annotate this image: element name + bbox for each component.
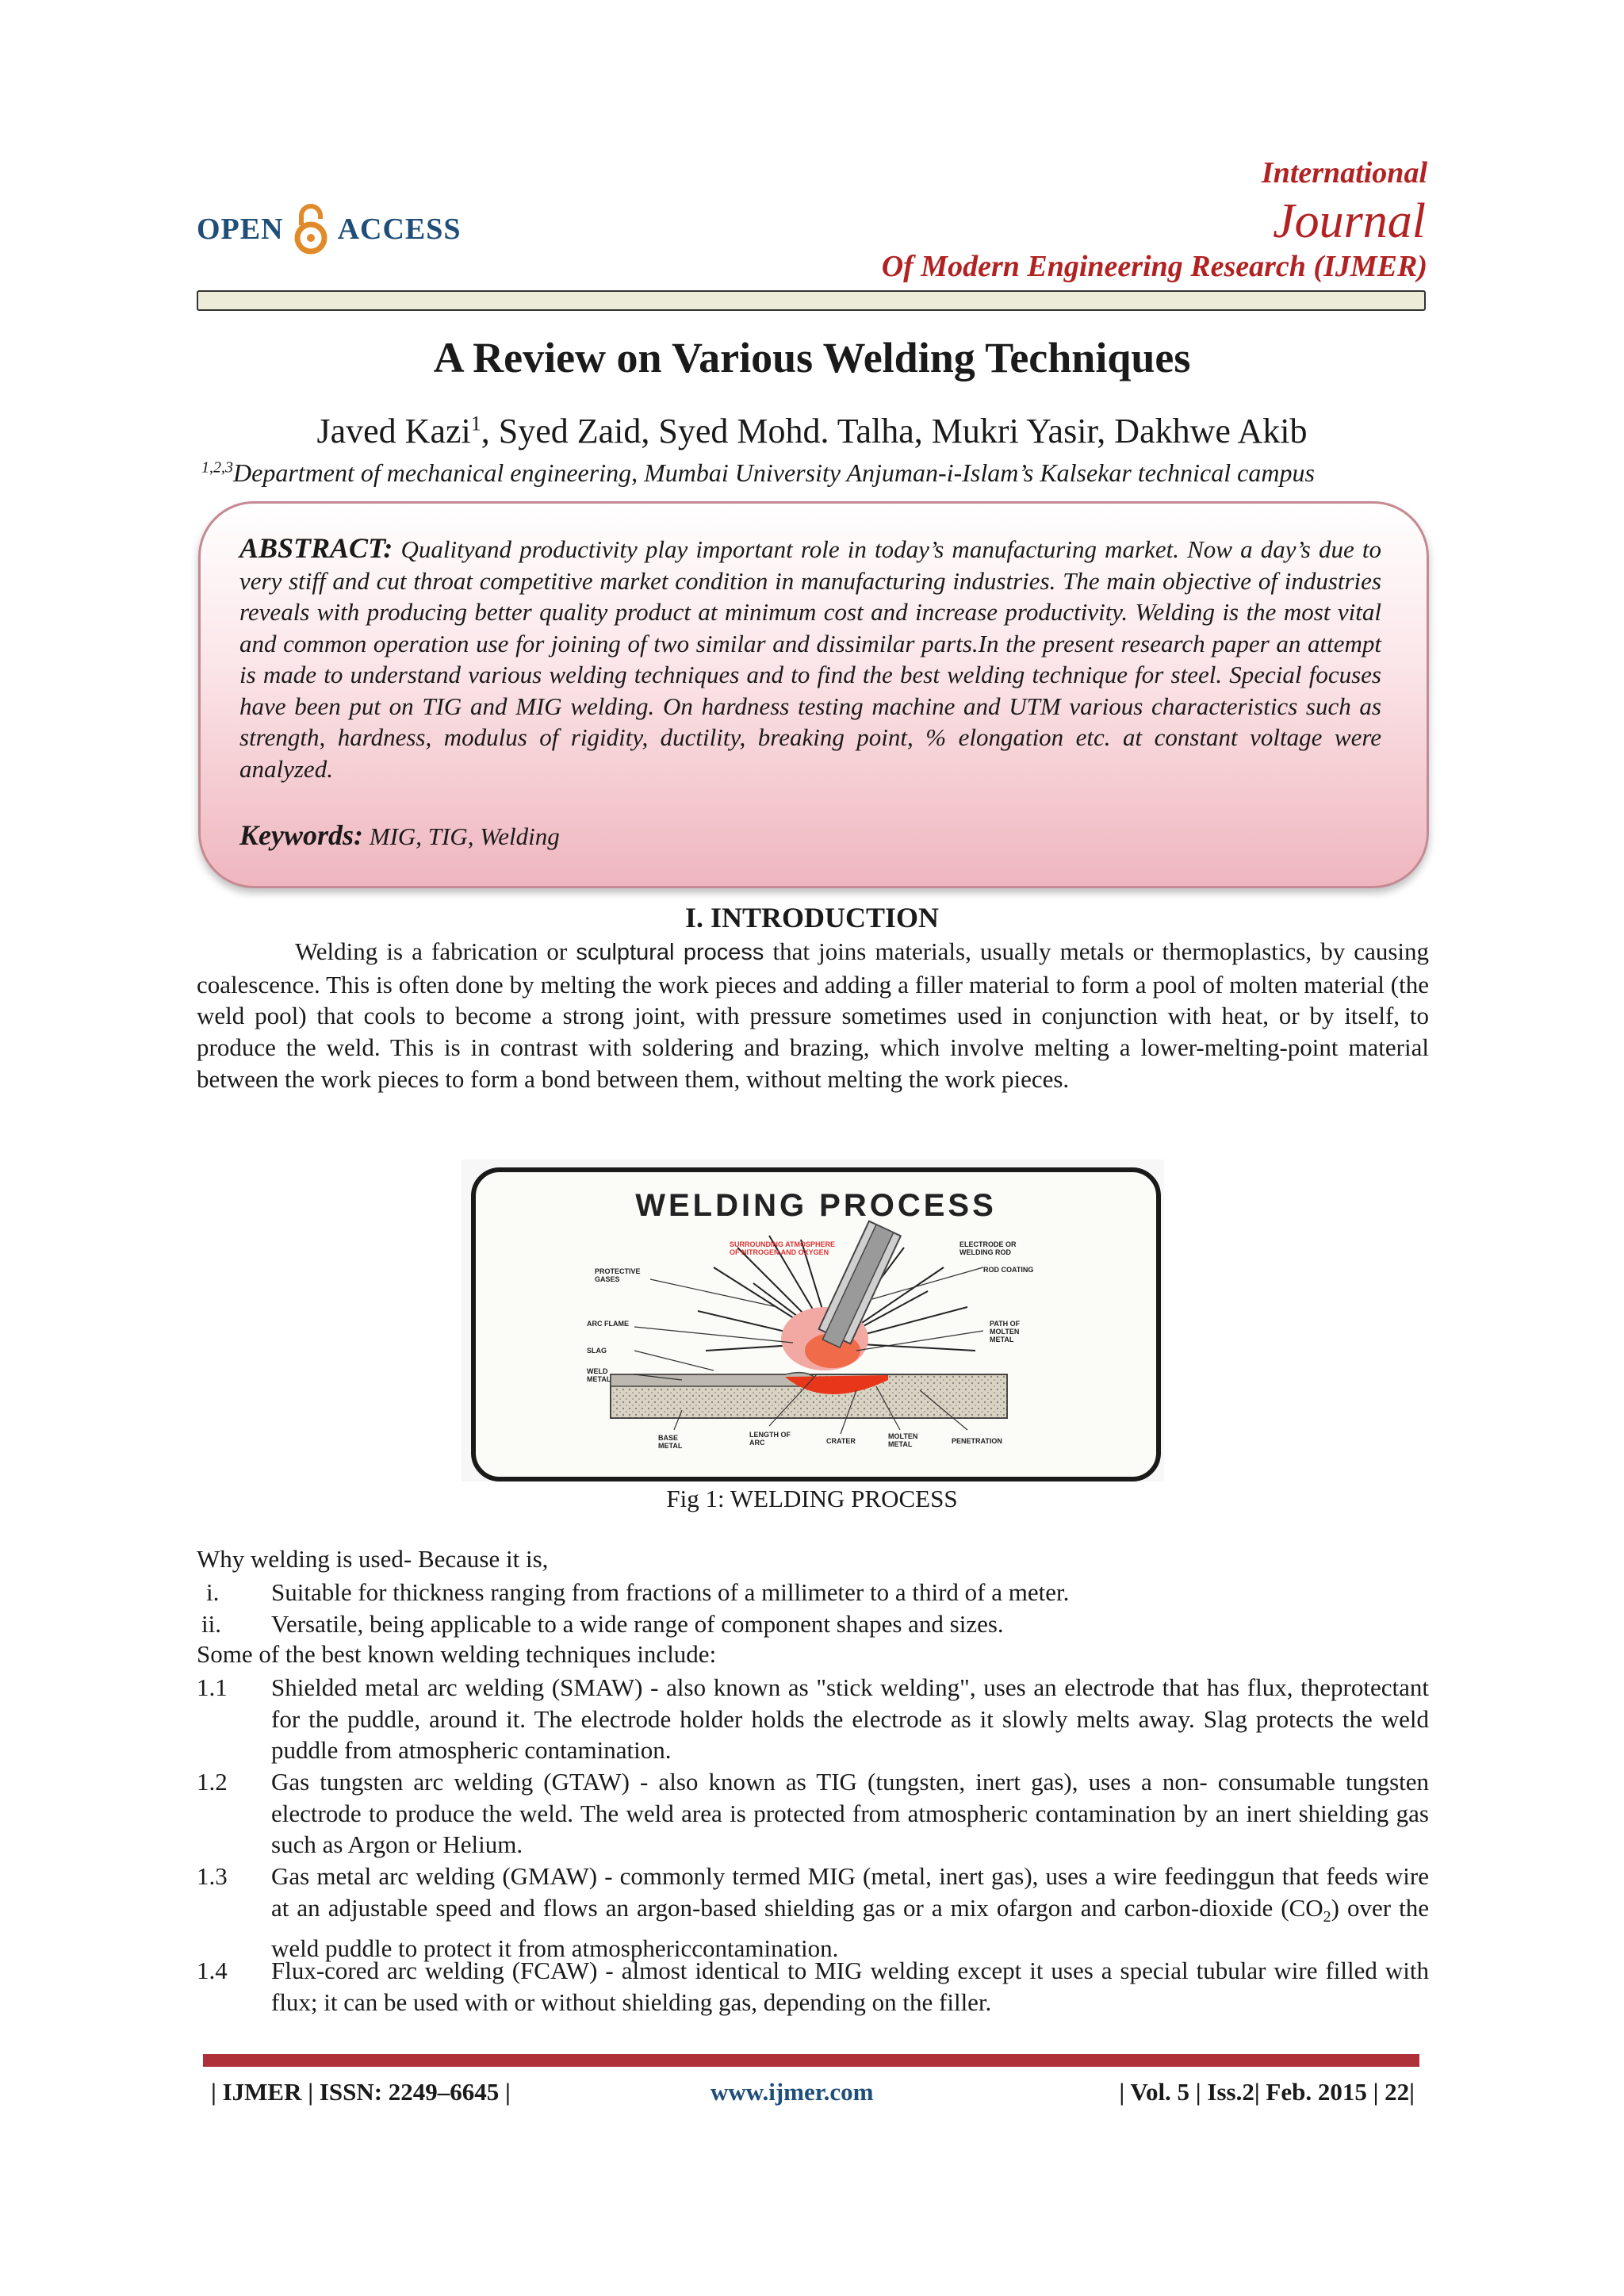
- technique-item-fcaw: 1.4 Flux-cored arc welding (FCAW) - almost identical to MIG welding except it uses a special tubular wire filled with flux; it can be used with or without shielding gas, depending on the filler.: [197, 1957, 1429, 2016]
- welding-process-figure: [462, 1159, 1164, 1481]
- technique-item-gmaw: 1.3 Gas metal arc welding (GMAW) - commonly termed MIG (metal, inert gas), uses a wire feedinggun that feeds wire at an adjustable speed and flows an argon-based shielding gas or a mix ofargon and carbon-dioxide $(CO_2)$ over the weld puddle to protect it from atmosphericcontamination.: [197, 1862, 1429, 1963]
- label-arc-flame: ARC FLAME: [587, 1320, 629, 1328]
- paper-authors: Javed Kazi$^1$, Syed Zaid, Syed Mohd. Talha, Mukri Yasir, Dakhwe Akib: [316, 412, 1308, 450]
- section-heading-introduction: I. INTRODUCTION: [684, 902, 940, 933]
- footer-issn: | IJMER | ISSN: 2249–6645 |: [211, 2078, 511, 2106]
- label-rod-coating: ROD COATING: [983, 1266, 1034, 1274]
- footer-divider: [203, 2054, 1419, 2067]
- footer-volume: | Vol. 5 | Iss.2| Feb. 2015 | 22|: [1119, 2078, 1415, 2106]
- figure-card: [471, 1167, 1161, 1481]
- label-atmosphere: SURROUNDING ATMOSPHERE OF NITROGEN AND OXYGEN: [730, 1240, 836, 1256]
- keywords: Keywords: MIG, TIG, Welding: [239, 819, 560, 851]
- label-slag: SLAG: [587, 1347, 607, 1355]
- journal-name: Journal: [1273, 194, 1426, 248]
- journal-subtitle: Of Modern Engineering Research (IJMER): [881, 250, 1427, 283]
- techniques-lead: Some of the best known welding techniques include:: [197, 1640, 717, 1668]
- label-molten-metal: MOLTEN METAL: [888, 1432, 918, 1448]
- technique-item-smaw: 1.1 Shielded metal arc welding (SMAW) - also known as "stick welding", uses an electrode that has flux, theprotectant for the puddle, around it. The electrode holder holds the electrode as it slowly melts away. Slag protects the weld puddle from atmospheric contamination.: [197, 1673, 1429, 1764]
- figure-heading: WELDING PROCESS: [635, 1188, 997, 1223]
- label-electrode: ELECTRODE OR WELDING ROD: [959, 1240, 1017, 1256]
- list-item: i. Suitable for thickness ranging from fractions of a millimeter to a third of a meter.: [206, 1578, 1070, 1606]
- footer-website-link[interactable]: www.ijmer.com: [710, 2078, 874, 2106]
- open-access-logo: [197, 203, 462, 255]
- journal-international: International: [1261, 156, 1427, 190]
- label-length-of-arc: LENGTH OF ARC: [749, 1431, 791, 1447]
- masthead-divider: [197, 290, 1426, 311]
- open-access-lock-icon: [293, 203, 328, 255]
- paper-affiliation: $^{1,2,3}$Department of mechanical engineering, Mumbai University Anjuman-i-Islam’s Kalsekar technical campus: [201, 458, 1315, 487]
- introduction-paragraph: Welding is a fabrication or sculptural process that joins materials, usually metals or thermoplastics, by causing coalescence. This is often done by melting the work pieces and adding a filler material to form a pool of molten material (the weld pool) that cools to become a strong joint, with pressure sometimes used in conjunction with heat, or by itself, to produce the weld. This is in contrast with soldering and brazing, which involve melting a lower-melting-point material between the work pieces to form a bond between them, without melting the work pieces.: [197, 937, 1430, 1093]
- why-welding-lead: Why welding is used- Because it is,: [197, 1545, 549, 1573]
- list-item: ii. Versatile, being applicable to a wide range of component shapes and sizes.: [201, 1610, 1004, 1638]
- figure-caption: Fig 1: WELDING PROCESS: [666, 1485, 958, 1512]
- access-label: ACCESS: [337, 213, 462, 246]
- label-crater: CRATER: [826, 1437, 856, 1445]
- abstract-text: ABSTRACT: Qualityand productivity play important role in today’s manufacturing market. Now a day’s due to very stiff and cut throat competitive market condition in manufacturing industries. The main objective of industries reveals with producing better quality product at minimum cost and increase productivity. Welding is the most vital and common operation use for joining of two similar and dissimilar parts.In the present research paper an attempt is made to understand various welding techniques and to find the best welding technique for steel. Special focuses have been put on TIG and MIG welding. On hardness testing machine and UTM various characteristics such as strength, hardness, modulus of rigidity, ductility, breaking point, % elongation etc. at constant voltage were analyzed.: [239, 532, 1381, 783]
- paper-title: A Review on Various Welding Techniques: [433, 334, 1191, 381]
- label-penetration: PENETRATION: [952, 1437, 1002, 1445]
- welding-diagram: [476, 1172, 1156, 1477]
- label-base-metal: BASE METAL: [658, 1434, 683, 1450]
- label-path-molten-metal: PATH OF MOLTEN METAL: [990, 1320, 1021, 1343]
- label-protective-gases: PROTECTIVE GASES: [595, 1267, 641, 1283]
- open-label: OPEN: [197, 213, 284, 246]
- technique-item-gtaw: 1.2 Gas tungsten arc welding (GTAW) - also known as TIG (tungsten, inert gas), uses a non- consumable tungsten electrode to produce the weld. The weld area is protected from atmospheric contamination by an inert shielding gas such as Argon or Helium.: [197, 1768, 1429, 1858]
- label-weld-metal: WELD METAL: [587, 1367, 611, 1383]
